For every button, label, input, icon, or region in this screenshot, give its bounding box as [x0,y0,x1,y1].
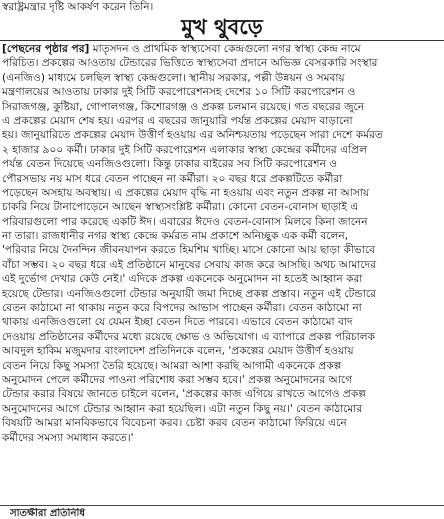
article-line-1-text: মাতৃসদন ও প্রাথমিক স্বাস্থ্যসেবা কেন্দ্রগুলো নগর স্বাস্থ্য কেন্দ্র নামে [89,43,361,55]
article-body [2,42,442,504]
article-line [2,503,442,505]
article-line-1 [2,42,442,56]
article-line: এ প্রকল্পের মেয়াদ শেষ হয়। এরপর এ বছরের জানুয়ারি পর্যন্ত প্রকল্পের মেয়াদ বাড়ানো [2,114,353,127]
article-line: সিরাজগঞ্জ, কুষ্টিয়া, গোপালগঞ্জ, কিশোরগঞ্জ ও প্রকল্প চলমান রয়েছে। গত বছরের জুনে [2,100,365,113]
continuation-reference: [পেছনের পৃষ্ঠার পর] [2,43,90,55]
article-line: বেতন নিয়ে কিছু সমস্যা তৈরি হয়েছে। আমরা আশা করছি আগামী একনেকে প্রকল্প [2,359,342,372]
article-line: পর্যন্ত বেতন দিয়েছে এনজিওগুলো। কিন্তু ঢাকার বাইরের সব সিটি করপোরেশন ও [2,158,338,171]
previous-story-last-line: স্বরাষ্ট্রমন্ত্রার দৃষ্টি আকর্ষণ করেন তিনি। [2,1,154,13]
article-line: পরিচিত। প্রকল্পের আওতায় টেন্ডারের ভিত্তিতে স্বাস্থ্যসেবা প্রদানে অভিজ্ঞ বেসরকারি সংস্থার [2,57,378,70]
article-line: পৌরসভায় নয় মাস ধরে বেতন পাচ্ছেন না কর্মীরা। ২০ বছর ধরে প্রকল্পটিতে কর্মীরা [2,172,343,185]
article-line: বাঁচা সম্ভব। ২০ বছর ধরে এই প্রতিষ্ঠানে মানুষের সেবায় কাজ করে আসছি। অথচ আমাদের [2,258,377,271]
article-line: বেতন কাঠামো না থাকায় নতুন করে বিপদের আভাস পাচ্ছেন কর্মীরা। বেতন কাঠামো না [2,302,362,315]
article-line: অনুমোদনের আগে টেন্ডার আহ্বান করা হয়েছিল। এটা নতুন কিছু নয়।' বেতন কাঠামোর [2,402,363,415]
article-line: মন্ত্রণালয়ের আওতায় ঢাকার দুই সিটি করপোরেশনসহ দেশের ১০ সিটি করপোরেশন ও [2,86,356,99]
article-line: পরিবারগুলো পার করেছে একটি ঈদ। এবারের ঈদেও বেতন-বোনাস মিলবে কিনা জানেন [2,215,368,228]
article-line: অনুমোদন পেলে কর্মীদের পাওনা পরিশোধ করা সম্ভব হবে।' প্রকল্প অনুমোদনের আগে [2,373,353,386]
article-line [2,488,442,502]
headline: মুখ থুবড়ে [181,14,263,39]
article-line: ২ হাজার ৯০০ কর্মী। ঢাকার দুই সিটি করপোরেশন এলাকার স্বাস্থ্য কেন্দ্রের কর্মীদের এপ্রিল [2,143,367,156]
article-line [2,474,442,488]
next-story-heading-cut: সাতক্ষীরা প্রতিনিধি [10,508,85,519]
article-line: এই দুর্ভোগ দেখার কেউ নেই।' এদিকে প্রকল্প একনেকে অনুমোদন না হতেই আহ্বান করা [2,273,363,286]
article-line: কর্মীদের সমস্যা সমাধান করতে।' [2,431,134,444]
article-line: থাকায় এনজিওগুলো যে যেমন ইচ্ছা বেতন দিতে পারবে। এভাবে বেতন কাঠামো বাদ [2,316,353,329]
article-line: হয়েছে টেন্ডার। এনজিওগুলো টেন্ডার অনুযায়ী জমা দিচ্ছে প্রকল্প প্রস্তাব। নতুন এই টেন্ডারে [2,287,377,300]
article-line: টেন্ডার করার বিষয়ে জানতে চাইলে বলেন, 'প্রকল্পের কাজ এগিয়ে রাখতে আগেও প্রকল্প [2,388,366,401]
article-line: দেওয়ায় প্রতিষ্ঠানের কর্মীদের মধ্যে রয়েছে ক্ষোভ ও অভিযোগ। এ ব্যাপারে প্রকল্প পরিচালক [2,330,376,343]
article-line: না তারা। রাজধানীর নগর স্বাস্থ্য কেন্দ্রে কর্মরত নাম প্রকাশে অনিচ্ছুক এক কর্মী বলেন, [2,230,349,243]
article-line [2,459,442,473]
article-line: পড়েছেন অসহায় অবস্থায়। এ প্রকল্পের মেয়াদ বৃদ্ধি না হওয়ায় এবং নতুন প্রকল্প না আসায় [2,186,370,199]
section-divider [0,505,444,506]
article-line [2,445,442,459]
article-line: 'পরিবার নিয়ে দৈনন্দিন জীবনযাপন করতে হিমশিম খাচ্ছি। মাসে কোনো আয় ছাড়া কীভাবে [2,244,376,257]
article-line: (এনজিও) মাধ্যমে চলছিল স্বাস্থ্য কেন্দ্রগুলো। স্থানীয় সরকার, পল্লী উন্নয়ন ও সমবায় [2,71,345,84]
article-line: আবদুল হাকিম মজুমদার বাংলাদেশ প্রতিদিনকে বলেন, 'প্রকল্পের মেয়াদ উত্তীর্ণ হওয়ায় [2,345,354,358]
article-line: চাকরি নিয়ে টানাপোড়েনে আছেন স্বাস্থ্যসংশ্লিষ্ট কর্মীরা। কোনো বেতন-বোনাস ছাড়াই এ [2,201,359,214]
headline-divider [0,40,444,41]
article-line: বিষয়টি আমরা মানবিকভাবে বিবেচনা করব। চেষ্টা করব বেতন কাঠামো ফিরিয়ে এনে [2,417,347,430]
article-line: হয়। জানুয়ারিতে প্রকল্পের মেয়াদ উত্তীর্ণ হওয়ায় এর অনিশ্চয়তায় পড়েছেন সারা দেশে কর্মরত [2,129,383,142]
